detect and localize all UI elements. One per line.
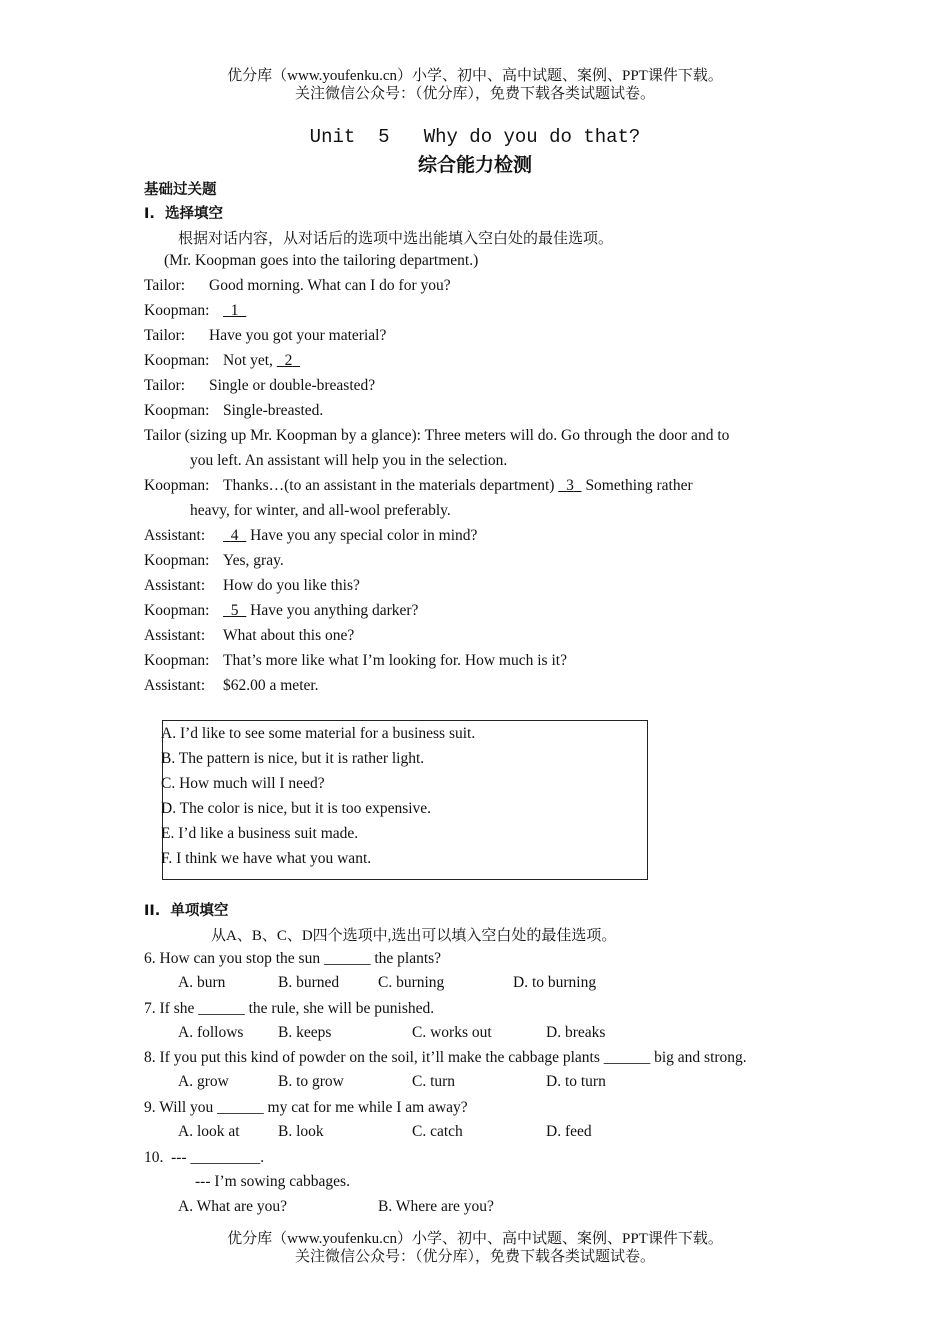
q7-option-d: D. breaks <box>546 1024 606 1041</box>
q8-option-a: A. grow <box>178 1073 229 1090</box>
option-a: A. I’d like to see some material for a business suit. <box>161 725 476 742</box>
dialogue-line: Tailor: Good morning. What can I do for you? <box>144 277 451 294</box>
dialogue-line: Koopman: Yes, gray. <box>144 552 284 569</box>
q10-option-b: B. Where are you? <box>378 1198 494 1215</box>
dialogue-line: Koopman: That’s more like what I’m looking for. How much is it? <box>144 652 567 669</box>
part1-note: (Mr. Koopman goes into the tailoring department.) <box>164 252 479 269</box>
blank-3: 3 <box>566 477 574 494</box>
q7-option-c: C. works out <box>412 1024 492 1041</box>
dialogue-line: Assistant: $62.00 a meter. <box>144 677 319 694</box>
dialogue-line: Assistant: How do you like this? <box>144 577 360 594</box>
q6-option-d: D. to burning <box>513 974 597 991</box>
dialogue-line: Assistant: What about this one? <box>144 627 355 644</box>
q7-option-b: B. keeps <box>278 1024 332 1041</box>
question-10: 10. --- _________. <box>144 1149 265 1166</box>
option-c: C. How much will I need? <box>161 775 325 792</box>
blank-1: 1 <box>230 302 239 319</box>
q10-answer-line: --- I’m sowing cabbages. <box>195 1173 350 1190</box>
q8-option-c: C. turn <box>412 1073 456 1090</box>
option-b: B. The pattern is nice, but it is rather light. <box>161 750 425 767</box>
dialogue-line: Tailor: Single or double-breasted? <box>144 377 376 394</box>
q9-option-c: C. catch <box>412 1123 463 1140</box>
dialogue-line: Assistant: 4 Have you any special color in mind? <box>144 527 478 544</box>
dialogue-line: Koopman: Not yet, 2 <box>144 352 293 369</box>
header-line-1: 优分库（www.youfenku.cn）小学、初中、高中试题、案例、PPT课件下载。 <box>227 68 723 84</box>
footer-line-2: 关注微信公众号：（优分库），免费下载各类试题试卷。 <box>294 1249 655 1265</box>
dialogue-line: Tailor: Have you got your material? <box>144 327 387 344</box>
q8-option-d: D. to turn <box>546 1073 606 1090</box>
q10-option-a: A. What are you? <box>178 1198 288 1215</box>
section-basic: 基础过关题 <box>144 182 217 198</box>
unit-title: Unit 5 Why do you do that? <box>309 126 641 148</box>
part1-heading: I. 选择填空 <box>144 206 223 222</box>
part2-heading: II. 单项填空 <box>144 903 229 919</box>
dialogue-line: Koopman: Single-breasted. <box>144 402 324 419</box>
question-7: 7. If she ______ the rule, she will be punished. <box>144 1000 435 1017</box>
dialogue-line: Tailor (sizing up Mr. Koopman by a glance): Three meters will do. Go through the door and to <box>144 427 730 444</box>
q6-option-c: C. burning <box>378 974 445 991</box>
subtitle: 综合能力检测 <box>417 154 532 176</box>
option-e: E. I’d like a business suit made. <box>161 825 359 842</box>
question-8: 8. If you put this kind of powder on the soil, it’ll make the cabbage plants ______ big and strong. <box>144 1049 747 1066</box>
dialogue-line: Koopman: 1 <box>144 302 239 319</box>
dialogue-line-cont: heavy, for winter, and all-wool preferably. <box>190 502 451 519</box>
q6-option-a: A. burn <box>178 974 226 991</box>
part2-instruction: 从A、B、C、D四个选项中,选出可以填入空白处的最佳选项。 <box>211 928 617 944</box>
q9-option-b: B. look <box>278 1123 324 1140</box>
q8-option-b: B. to grow <box>278 1073 344 1090</box>
q7-option-a: A. follows <box>178 1024 244 1041</box>
dialogue-line: Koopman: 5 Have you anything darker? <box>144 602 419 619</box>
q9-option-d: D. feed <box>546 1123 592 1140</box>
dialogue-line-cont: you left. An assistant will help you in the selection. <box>190 452 508 469</box>
header-line-2: 关注微信公众号：（优分库），免费下载各类试题试卷。 <box>294 86 655 102</box>
blank-2: 2 <box>284 352 293 369</box>
q6-option-b: B. burned <box>278 974 340 991</box>
q9-option-a: A. look at <box>178 1123 240 1140</box>
question-6: 6. How can you stop the sun ______ the plants? <box>144 950 442 967</box>
question-9: 9. Will you ______ my cat for me while I am away? <box>144 1099 468 1116</box>
blank-5: 5 <box>230 602 239 619</box>
part1-instruction: 根据对话内容，从对话后的选项中选出能填入空白处的最佳选项。 <box>178 231 614 247</box>
option-f: F. I think we have what you want. <box>161 850 372 867</box>
option-d: D. The color is nice, but it is too expensive. <box>161 800 432 817</box>
dialogue-line: Koopman: Thanks…(to an assistant in the materials department) 3 Something rather <box>144 477 693 494</box>
footer-line-1: 优分库（www.youfenku.cn）小学、初中、高中试题、案例、PPT课件下载。 <box>227 1231 723 1247</box>
blank-4: 4 <box>230 527 239 544</box>
